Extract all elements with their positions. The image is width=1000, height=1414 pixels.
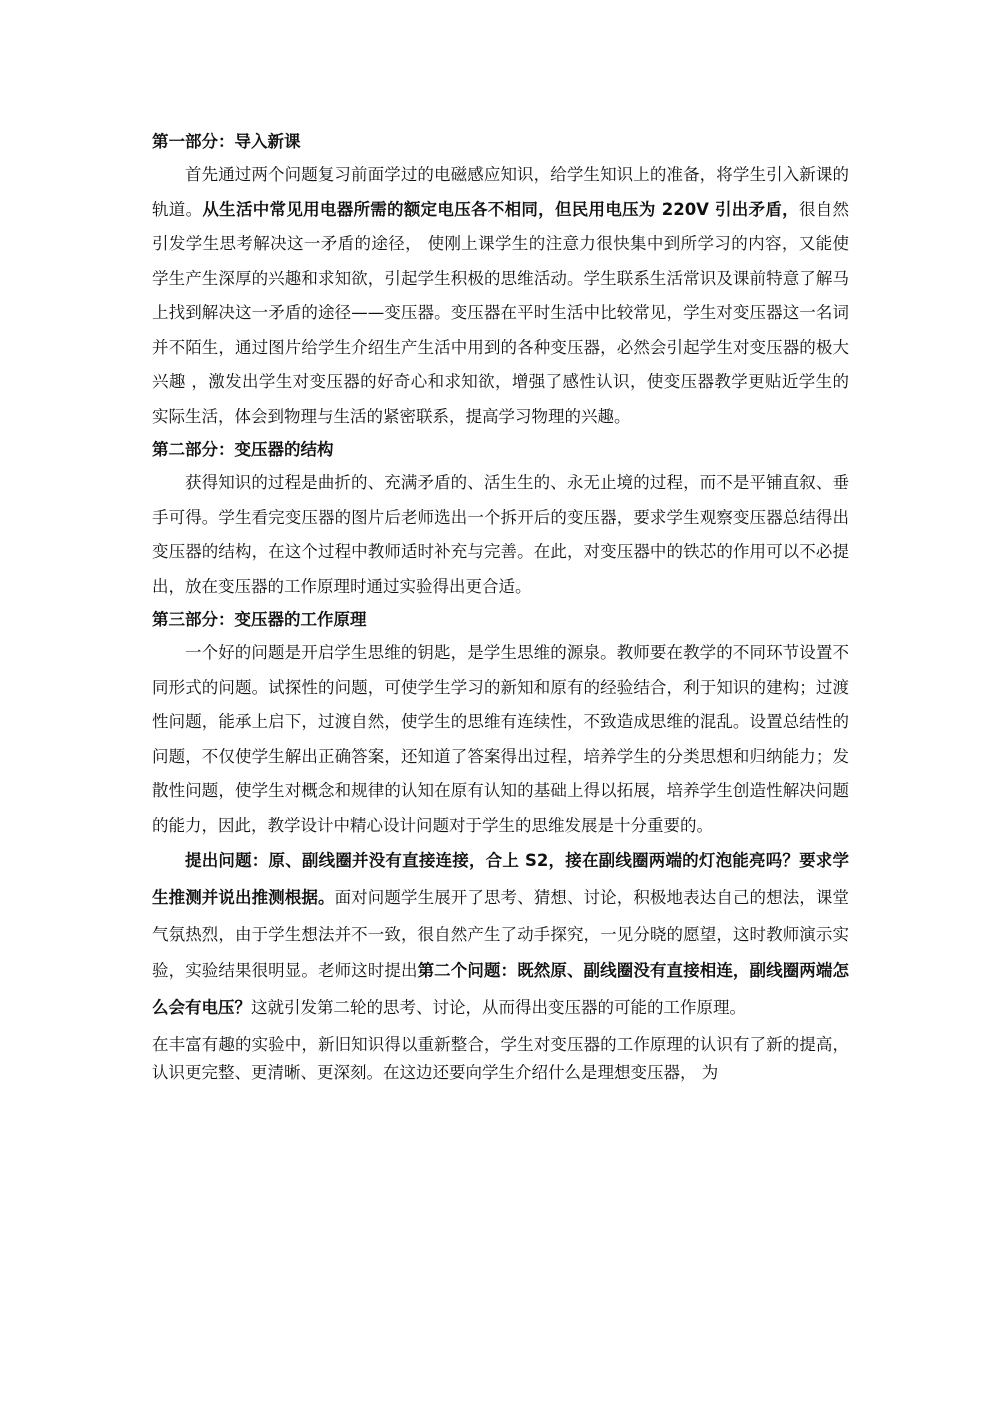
document-body — [152, 126, 849, 1087]
bold-text-run: 从生活中常见用电器所需的额定电压各不相同，但民用电压为 220V 引出矛盾， — [202, 199, 799, 219]
text-run: 很自然引发学生思考解决这一矛盾的途径， 使刚上课学生的注意力很快集中到所学习的内容，又能使学生产生深厚的兴趣和求知欲，引起学生积极的思维活动。学生联系生活常识及课前特意了解马上找到解决这一矛盾的途径——变压器。变压器在平时生活中比较常见，学生对变压器这一名词并不陌生，通过图片给学生介绍生产生活中用到的各种变压器，必然会引起学生对变压器的极大兴趣 ，激发出学生对变压器的好奇心和求知欲，增强了感性认识，使变压器教学更贴近学生的实际生活，体会到物理与生活的紧密联系，提高学习物理的兴趣。 — [152, 199, 850, 426]
section-heading-3: 第三部分：变压器的工作原理 — [152, 610, 367, 629]
section-heading-2: 第二部分：变压器的结构 — [152, 440, 334, 459]
section-3-paragraph-3: 在丰富有趣的实验中，新旧知识得以重新整合，学生对变压器的工作原理的认识有了新的提高，认识更完整、更清晰、更深刻。在这边还要向学生介绍什么是理想变压器， 为 — [152, 1034, 849, 1082]
text-run: 这就引发第二轮的思考、讨论，从而得出变压器的可能的工作原理。 — [251, 998, 746, 1018]
text-run: 首先通过两个问题复习前面学过的电磁感应知识，给学生知识上的准备，将学生引入新课的轨道。 — [152, 165, 849, 219]
bold-question: 第二个问题：既然原、副线圈没有直接相连，副线圈两端怎么会有电压？ — [152, 961, 850, 1018]
section-3-paragraph-2 — [152, 843, 849, 1027]
text-run: 面对问题学生展开了思考、猜想、讨论，积极地表达自己的想法，课堂气氛热烈，由于学生想法并不一致，很自然产生了动手探究，一见分晓的愿望，这时教师演示实验，实验结果很明显。老师这时提出 — [152, 887, 850, 981]
section-heading-1: 第一部分：导入新课 — [152, 132, 301, 151]
section-3-paragraph-1: 一个好的问题是开启学生思维的钥匙，是学生思维的源泉。教师要在教学的不同环节设置不同形式的问题。试探性的问题，可使学生学习的新知和原有的经验结合，利于知识的建构；过渡性问题，能承上启下，过渡自然，使学生的思维有连续性，不致造成思维的混乱。设置总结性的问题，不仅使学生解出正确答案，还知道了答案得出过程，培养学生的分类思想和归纳能力；发散性问题，使学生对概念和规律的认知在原有认知的基础上得以拓展，培养学生创造性解决问题的能力，因此，教学设计中精心设计问题对于学生的思维发展是十分重要的。 — [152, 643, 849, 835]
section-2-paragraph: 获得知识的过程是曲折的、充满矛盾的、活生生的、永无止境的过程，而不是平铺直叙、垂手可得。学生看完变压器的图片后老师选出一个拆开后的变压器，要求学生观察变压器总结得出变压器的结构，在这个过程中教师适时补充与完善。在此，对变压器中的铁芯的作用可以不必提出，放在变压器的工作原理时通过实验得出更合适。 — [152, 473, 849, 596]
bold-question: 提出问题：原、副线圈并没有直接连接，合上 S2，接在副线圈两端的灯泡能亮吗？要求学生推测并说出推测根据。 — [152, 851, 849, 907]
section-1-paragraph — [152, 158, 849, 434]
